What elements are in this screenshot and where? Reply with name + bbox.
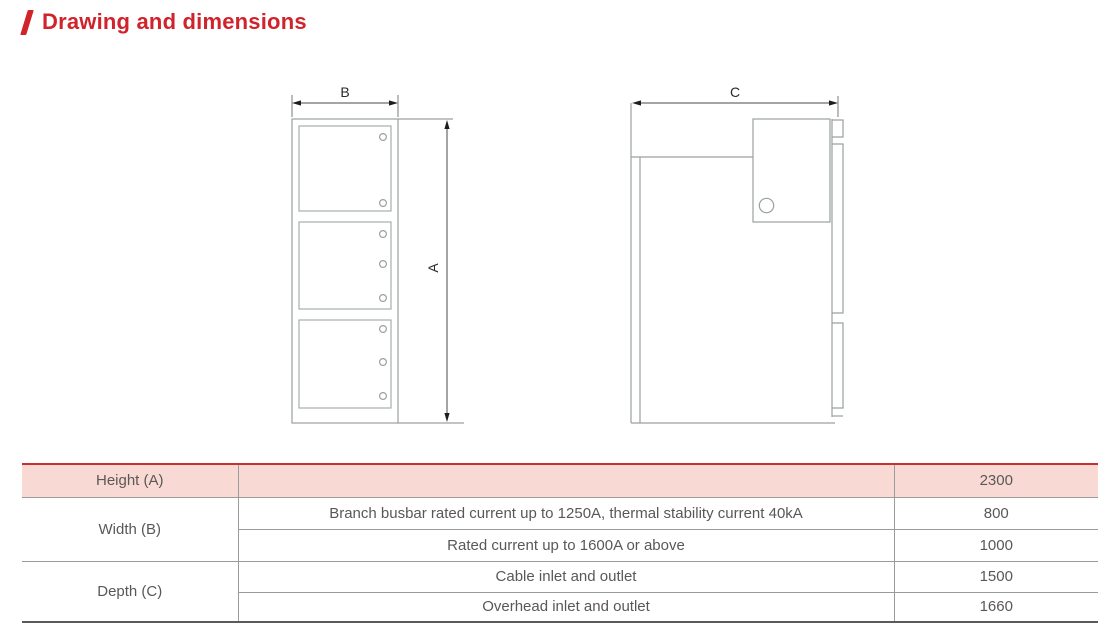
table-row-depth-1 <box>22 561 1098 592</box>
knob-icon <box>380 359 387 366</box>
cell-value: 1500 <box>894 561 1098 592</box>
dimensions-table <box>22 463 1098 623</box>
cell-description: Branch busbar rated current up to 1250A, thermal stability current 40kA <box>238 497 894 529</box>
cell-description <box>238 464 894 497</box>
dimension-label-b: B <box>340 84 350 100</box>
knob-icon <box>380 295 387 302</box>
cell-description: Rated current up to 1600A or above <box>238 529 894 561</box>
knob-icon <box>380 393 387 400</box>
page-title: Drawing and dimensions <box>42 9 307 34</box>
table-row-height <box>22 464 1098 497</box>
knob-icon <box>380 134 387 141</box>
front-view-drawing <box>292 84 464 423</box>
cell-description: Cable inlet and outlet <box>238 561 894 592</box>
cell-value: 2300 <box>894 464 1098 497</box>
cell-value: 1000 <box>894 529 1098 561</box>
table-row-width-1 <box>22 497 1098 529</box>
knob-icon <box>380 261 387 268</box>
dimension-label-a: A <box>425 263 441 273</box>
knob-icon <box>380 326 387 333</box>
cell-value: 800 <box>894 497 1098 529</box>
side-view-drawing <box>631 84 843 423</box>
cell-value: 1660 <box>894 592 1098 622</box>
knob-icon <box>380 200 387 207</box>
dimension-label-c: C <box>729 84 741 100</box>
handle-icon <box>759 198 773 212</box>
cell-dimension: Depth (C) <box>22 561 238 622</box>
cell-description: Overhead inlet and outlet <box>238 592 894 622</box>
cell-dimension: Height (A) <box>22 464 238 497</box>
knob-icon <box>380 231 387 238</box>
cell-dimension: Width (B) <box>22 497 238 561</box>
